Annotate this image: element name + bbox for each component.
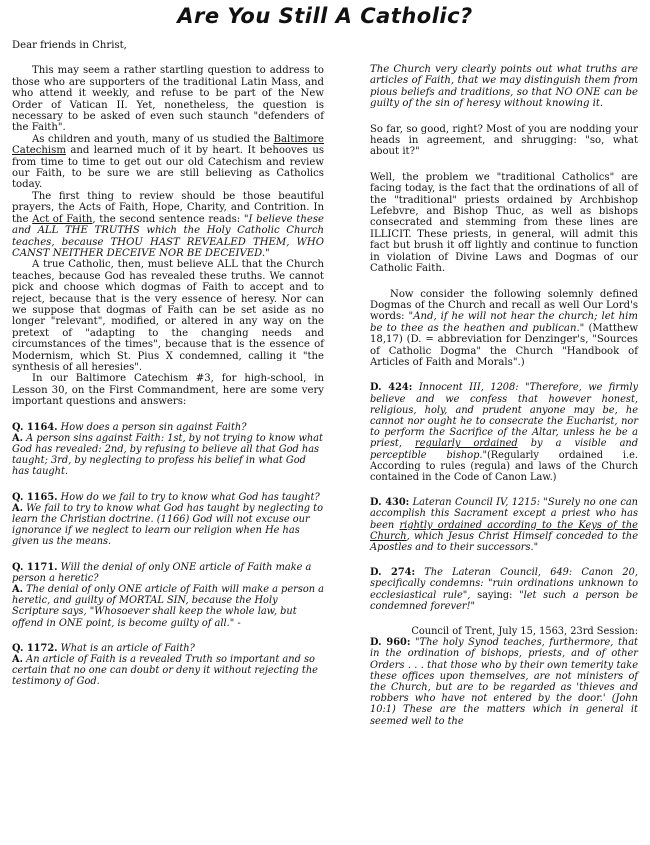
denzinger-424: D. 424: Innocent III, 1208: "Therefore, we firmly believe and we confess that however honest, religious, holy, and prudent anyone may be, he cannot nor ought he to consecrate the Eucharist, nor to perform the Sacrifice of the Altar, unless he be a priest, regularly ordained by a visible and perceptible bishop."(Regularly ordained i.e. According to rules (regula) and laws of the Church contained in the Code of Canon Law.) (370, 382, 638, 483)
paragraph-problem: Well, the problem we "traditional Catholics" are facing today, is the fact that the ordinations of all of the "traditional" priests ordained by Archbishop Lefebvre, and Bishop Thuc, as well as bishops consecrated and stemming from these lines are ILLICIT. These priests, in general, will admit this fact but brush it off lightly and continue to function in violation of Divine Laws and Dogmas of our Catholic Faith. (370, 171, 638, 275)
keys-of-church-text: rightly ordained according to the Keys of the Church (370, 519, 638, 542)
paragraph-dogmas: Now consider the following solemnly defined Dogmas of the Church and recall as well Our Lord's words: "And, if he will not hear the church; let him be to thee as the heathen and publican." (Matthew 18,17) (D. = abbreviation for Denzinger's, "Sources of Catholic Dogma" the Church "Handbook of Articles of Faith and Morals".) (370, 288, 638, 368)
paragraph-true-catholic: A true Catholic, then, must believe ALL that the Church teaches, because God has revealed these truths. We cannot pick and choose which dogmas of Faith to accept and to reject, because that is the very essence of heresy. Nor can we suppose that dogmas of Faith can be set aside as no longer "relevant", modified, or altered in any way on the pretext of "adapting to the changing needs and circumstances of the times", because that is the essence of Modernism, which St. Pius X condemned, calling it "the synthesis of all heresies". (12, 259, 324, 373)
salutation: Dear friends in Christ, (12, 40, 127, 51)
denzinger-274: D. 274: The Lateran Council, 649: Canon 20, specifically condemns: "ruin ordinations unknown to ecclesiastical rule", saying: "let such a person be condemned forever!" (370, 567, 638, 612)
page-title: Are You Still A Catholic? (177, 4, 473, 28)
paragraph-intro: This may seem a rather startling question to address to those who are supporters of the traditional Latin Mass, and who attend it weekly, and refuse to be part of the New Order of Vatican II. Yet, nonetheless, the question is necessary to be asked of even such staunch "defenders of the Faith". (12, 65, 324, 134)
matthew-quote: "And, if he will not hear the church; let him be to thee as the heathen and publican." (370, 311, 638, 334)
paragraph-so-far: So far, so good, right? Most of you are nodding your heads in agreement, and shrugging: "so, what about it?" (370, 123, 638, 158)
paragraph-catechism: As children and youth, many of us studied the Baltimore Catechism and learned much of it by heart. It behooves us from time to time to get out our old Catechism and review our Faith, to be sure we are still believing as Catholics today. (12, 133, 325, 191)
article-of-faith-continued: The Church very clearly points out what truths are articles of Faith, that we may distinguish them from pious beliefs and traditions, so that NO ONE can be guilty of the sin of heresy without knowing it. (370, 64, 638, 110)
paragraph-baltimore-3: In our Baltimore Catechism #3, for high-school, in Lesson 30, on the First Commandment, here are some very important questions and answers: (12, 373, 324, 408)
right-column (370, 64, 638, 727)
baltimore-catechism-text: Baltimore Catechism (12, 133, 324, 157)
regularly-ordained-text: regularly ordained (415, 438, 518, 450)
qa-item: Q. 1165. How do we fail to try to know what God has taught? A. We fail to try to know what God has taught by neglecting to learn the Christian doctrine. (1166) God will not excuse our ignorance if we neglect to learn our religion when He has given us the means. (12, 491, 324, 548)
denzinger-430: D. 430: Lateran Council IV, 1215: "Surely no one can accomplish this Sacrament except a priest who has been rightly ordained according to the Keys of the Church, which Jesus Christ Himself conceded to the Apostles and to their successors." (370, 497, 638, 553)
act-of-faith-text: Act of Faith (32, 213, 93, 225)
paragraph-act-of-faith: The first thing to review should be those beautiful prayers, the Acts of Faith, Hope, Charity, and Contrition. In the Act of Faith, the second sentence reads: "I believe these and ALL THE TRUTHS which the Holy Catholic Church teaches, because THOU HAST REVEALED THEM, WHO CANST NEITHER DECEIVE NOR BE DECEIVED." (12, 190, 324, 259)
denzinger-960: D. 960: "The holy Synod teaches, furthermore, that in the ordination of bishops, priests, and of other Orders . . . that those who by their own temerity take these offices upon themselves, are not ministers of the Church, but are to be regarded as 'thieves and robbers who have not entered by the door.' (John 10:1) These are the matters which in general it seemed well to the (370, 637, 638, 727)
act-of-faith-quote: "I believe these and ALL THE TRUTHS which the Holy Catholic Church teaches, because THOU HAST REVEALED THEM, WHO CANST NEITHER DECEIVE NOR BE DECEIVED." (12, 213, 324, 259)
left-column (12, 40, 324, 688)
qa-item: Q. 1171. Will the denial of only ONE article of Faith make a person a heretic? A. The denial of only ONE article of Faith will make a person a heretic, and guilty of MORTAL SIN, because the Holy Scripture says, "Whosoever shall keep the whole law, but offend in ONE point, is become guilty of all." - (12, 561, 325, 629)
qa-item: Q. 1172. What is an article of Faith? A. An article of Faith is a revealed Truth so important and so certain that no one can doubt or deny it without rejecting the testimony of God. (12, 642, 318, 688)
qa-item: Q. 1164. How does a person sin against Faith? A. A person sins against Faith: 1st, by not trying to know what God has revealed: 2nd, by refusing to believe all that God has taught; 3rd, by neglecting to profess his belief in what God has taught. (12, 421, 323, 478)
trent-heading: Council of Trent, July 15, 1563, 23rd Session: (411, 626, 638, 637)
